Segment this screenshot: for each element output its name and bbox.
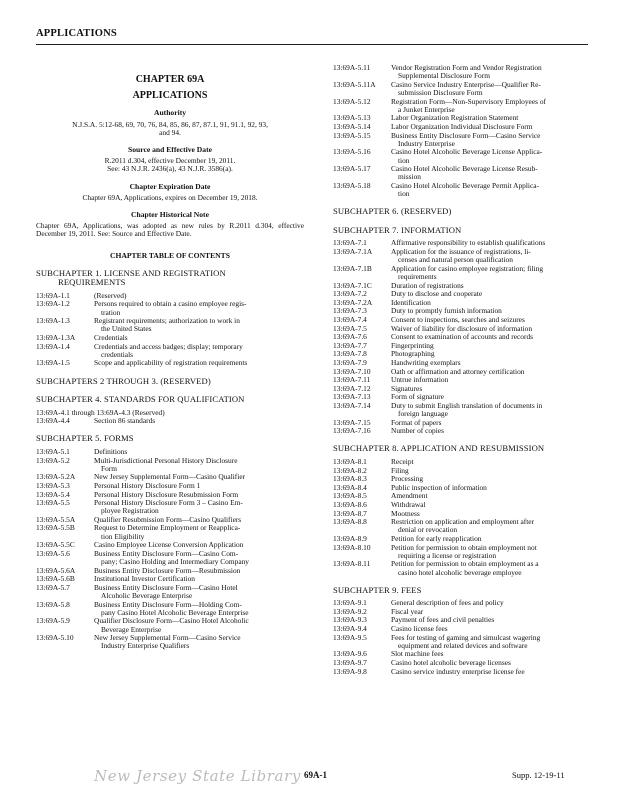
- section-title: [94, 499, 304, 515]
- section-title-line: Multi-Jurisdictional Personal History Disclosure: [94, 455, 238, 465]
- section-title-line: Industry Enterprise: [398, 138, 455, 148]
- section-number: 13:69A-5.4: [36, 489, 70, 499]
- subchapter-title: SUBCHAPTER 1. LICENSE AND REGISTRATION: [36, 267, 226, 278]
- toc-entry: [36, 334, 304, 342]
- section-title-line: Withdrawal: [391, 499, 426, 509]
- section-title-line: mission: [398, 172, 421, 182]
- section-number: 13:69A-7.2A: [333, 297, 373, 307]
- toc-entry: [333, 544, 598, 560]
- section-number: 13:69A-8.11: [333, 559, 371, 569]
- section-number: 13:69A-9.6: [333, 649, 367, 659]
- section-title: [94, 300, 304, 316]
- toc-entry: [36, 448, 304, 456]
- section-title-line: requiring a license or registration: [398, 550, 497, 560]
- toc-entry: [36, 417, 304, 425]
- section-title: [94, 359, 304, 367]
- section-number: 13:69A-7.1C: [333, 280, 372, 290]
- section-title-line: Fiscal year: [391, 606, 424, 616]
- section-number: 13:69A-5.12: [333, 96, 371, 106]
- section-title-line: Labor Organization Individual Disclosure Form: [391, 121, 533, 131]
- section-number: 13:69A-5.8: [36, 599, 70, 609]
- section-title-line: Request to Determine Employment or Reapplica-: [94, 523, 241, 533]
- source-line-1: R.2011 d.304, effective December 19, 2011.: [104, 156, 236, 166]
- toc-entry: [333, 376, 598, 384]
- section-title-line: Qualifier Resubmission Form—Casino Qualifiers: [94, 514, 242, 524]
- section-number: 13:69A-1.3: [36, 316, 70, 326]
- subchapter-heading: SUBCHAPTER 5. FORMS: [36, 433, 134, 444]
- section-number: 13:69A-5.5A: [36, 514, 76, 524]
- section-number: 13:69A-4.4: [36, 416, 70, 426]
- section-title: [94, 448, 304, 456]
- section-title-line: Business Entity Disclosure Form—Holding Com-: [94, 599, 242, 609]
- toc-entry: [36, 524, 304, 540]
- section-title: [391, 316, 598, 324]
- toc-range-entry: 13:69A-4.1 through 13:69A-4.3 (Reserved): [36, 407, 165, 417]
- section-number: 13:69A-9.1: [333, 598, 367, 608]
- toc-entry: [333, 316, 598, 324]
- section-title: [391, 148, 598, 164]
- section-title: [391, 535, 598, 543]
- section-title: [391, 248, 598, 264]
- section-title: [391, 659, 598, 667]
- section-number: 13:69A-1.1: [36, 290, 70, 300]
- section-title-line: New Jersey Supplemental Form—Casino Qualifier: [94, 472, 246, 482]
- section-title-line: Amendment: [391, 491, 428, 501]
- section-number: 13:69A-7.10: [333, 366, 371, 376]
- section-number: 13:69A-9.3: [333, 615, 367, 625]
- section-title-line: Casino hotel alcoholic beverage licenses: [391, 657, 511, 667]
- section-number: 13:69A-5.6: [36, 548, 70, 558]
- section-title-line: Labor Organization Registration Statement: [391, 113, 519, 123]
- section-number: 13:69A-7.7: [333, 340, 367, 350]
- section-title: [94, 524, 304, 540]
- section-title: [391, 64, 598, 80]
- section-number: 13:69A-8.8: [333, 517, 367, 527]
- section-title-line: Restriction on application and employment after: [391, 517, 535, 527]
- toc-entry: [333, 359, 598, 367]
- toc-entry: [36, 499, 304, 515]
- section-title: [391, 182, 598, 198]
- section-number: 13:69A-5.10: [36, 633, 74, 643]
- section-title: [94, 617, 304, 633]
- history-text: Chapter 69A, Applications, was adopted as new rules by R.2011 d.304, effective December 19, 2011. See: Source and Effective Date.: [36, 221, 304, 239]
- toc-list: [333, 458, 598, 577]
- section-number: 13:69A-8.7: [333, 508, 367, 518]
- section-number: 13:69A-7.1A: [333, 246, 373, 256]
- left-column: [36, 64, 304, 651]
- section-title-line: Casino Hotel Alcoholic Beverage Permit Applica-: [391, 180, 539, 190]
- section-title-line: Consent to examination of accounts and records: [391, 332, 534, 342]
- section-title: [391, 501, 598, 509]
- section-title-line: Personal History Disclosure Form 1: [94, 480, 201, 490]
- toc-entry: [36, 457, 304, 473]
- section-title: [391, 518, 598, 534]
- section-title-line: Fees for testing of gaming and simulcast wagering: [391, 632, 541, 642]
- section-title-line: (Reserved): [94, 290, 127, 300]
- section-title-line: the United States: [101, 324, 152, 334]
- section-number: 13:69A-5.18: [333, 180, 371, 190]
- toc-entry: [333, 182, 598, 198]
- section-number: 13:69A-5.6A: [36, 565, 76, 575]
- section-number: 13:69A-1.2: [36, 299, 70, 309]
- section-title: [94, 343, 304, 359]
- subchapter-heading: SUBCHAPTER 9. FEES: [333, 584, 422, 595]
- toc-entry: [333, 668, 598, 676]
- section-title: [94, 550, 304, 566]
- toc-entry: [333, 467, 598, 475]
- section-title: [94, 417, 304, 425]
- section-title-line: Casino service industry enterprise license fee: [391, 666, 525, 676]
- section-title-line: Casino license fees: [391, 624, 448, 633]
- section-title-line: Scope and applicability of registration requirements: [94, 358, 248, 368]
- toc-entry: [36, 617, 304, 633]
- section-number: 13:69A-7.4: [333, 314, 367, 324]
- toc-entry: [333, 501, 598, 509]
- section-number: 13:69A-7.12: [333, 383, 371, 393]
- section-title-line: Processing: [391, 474, 424, 484]
- section-title-line: Filing: [391, 465, 409, 475]
- section-number: 13:69A-1.3A: [36, 333, 76, 343]
- toc-entry: [333, 165, 598, 181]
- section-number: 13:69A-5.6B: [36, 574, 75, 584]
- toc-entry: [333, 518, 598, 534]
- section-title: [391, 625, 598, 633]
- section-title-line: Handwriting exemplars: [391, 357, 461, 367]
- section-number: 13:69A-5.11A: [333, 79, 376, 89]
- section-title-line: Identification: [391, 297, 431, 307]
- section-number: 13:69A-8.1: [333, 456, 367, 466]
- section-title: [391, 634, 598, 650]
- toc-entry: [333, 458, 598, 466]
- subchapter-heading: [36, 269, 304, 288]
- toc-entry: [36, 343, 304, 359]
- section-title-line: Credentials: [94, 333, 128, 343]
- section-title-line: Alcoholic Beverage Enterprise: [101, 591, 193, 601]
- section-title-line: submission Disclosure Form: [398, 88, 483, 97]
- section-number: 13:69A-8.2: [333, 465, 367, 475]
- toc-entry: [333, 535, 598, 543]
- toc-entry: [36, 359, 304, 367]
- section-number: 13:69A-7.1: [333, 238, 367, 248]
- section-title: [391, 376, 598, 384]
- section-title-line: Duty to promptly furnish information: [391, 306, 502, 316]
- subchapter-heading: SUBCHAPTER 8. APPLICATION AND RESUBMISSION: [333, 443, 545, 454]
- section-title-line: tion: [398, 189, 410, 199]
- section-number: 13:69A-9.8: [333, 666, 367, 676]
- toc-entry: [333, 599, 598, 607]
- section-number: 13:69A-5.16: [333, 147, 371, 157]
- section-number: 13:69A-7.5: [333, 323, 367, 333]
- section-title: [94, 482, 304, 490]
- section-title-line: Personal History Disclosure Form 3 – Casino Em-: [94, 498, 243, 508]
- section-title-line: Number of copies: [391, 426, 444, 436]
- section-number: 13:69A-5.11: [333, 63, 371, 72]
- section-title-line: Receipt: [391, 456, 414, 466]
- section-title-line: Mootness: [391, 508, 420, 518]
- section-number: 13:69A-5.3: [36, 480, 70, 490]
- section-title: [391, 359, 598, 367]
- toc-list: [333, 239, 598, 435]
- toc-entry: [36, 482, 304, 490]
- section-title-line: Supplemental Disclosure Form: [398, 71, 490, 81]
- section-title-line: Payment of fees and civil penalties: [391, 615, 495, 625]
- toc-entry: [333, 350, 598, 358]
- section-title-line: Petition for early reapplication: [391, 533, 482, 543]
- section-title: [391, 402, 598, 418]
- section-title-line: Business Entity Disclosure Form—Resubmission: [94, 565, 241, 575]
- toc-entry: [333, 64, 598, 80]
- toc-entry: [333, 402, 598, 418]
- section-title: [391, 458, 598, 466]
- section-title: [391, 427, 598, 435]
- expiration-heading: Chapter Expiration Date: [129, 181, 211, 191]
- section-number: 13:69A-5.2: [36, 455, 70, 465]
- toc-entry: [333, 385, 598, 393]
- section-title-line: New Jersey Supplemental Form—Casino Service: [94, 633, 241, 643]
- toc-entry: [333, 132, 598, 148]
- section-title-line: ployee Registration: [101, 506, 159, 516]
- toc-entry: [333, 148, 598, 164]
- section-title-line: credentials: [101, 349, 134, 359]
- section-title-line: tion: [398, 155, 410, 165]
- toc-entry: [333, 560, 598, 576]
- section-title-line: Persons required to obtain a casino employee regis-: [94, 299, 247, 309]
- section-title: [94, 584, 304, 600]
- section-title-line: Definitions: [94, 446, 128, 456]
- section-number: 13:69A-1.4: [36, 341, 70, 351]
- toc-entry: [36, 634, 304, 650]
- section-title-line: Casino Hotel Alcoholic Beverage License Resub-: [391, 164, 538, 174]
- section-number: 13:69A-5.5B: [36, 523, 75, 533]
- toc-entry: [333, 333, 598, 341]
- chapter-number: CHAPTER 69A: [135, 74, 205, 85]
- toc-entry: [333, 659, 598, 667]
- section-title-line: Duty to disclose and cooperate: [391, 289, 483, 299]
- section-number: 13:69A-9.7: [333, 657, 367, 667]
- subchapter-heading: SUBCHAPTER 6. (RESERVED): [333, 206, 452, 217]
- section-number: 13:69A-5.17: [333, 164, 371, 174]
- section-title-line: Business Entity Disclosure Form—Casino Com-: [94, 548, 239, 558]
- toc-entry: [333, 98, 598, 114]
- section-number: 13:69A-5.2A: [36, 472, 76, 482]
- section-number: 13:69A-7.2: [333, 289, 367, 299]
- section-title-line: Duty to submit English translation of documents in: [391, 400, 543, 410]
- toc-heading: CHAPTER TABLE OF CONTENTS: [110, 250, 230, 260]
- toc-entry: [333, 342, 598, 350]
- section-number: 13:69A-7.9: [333, 357, 367, 367]
- section-title-line: Duration of registrations: [391, 280, 464, 290]
- section-number: 13:69A-7.8: [333, 349, 367, 359]
- section-title-line: Consent to inspections, searches and seizures: [391, 314, 525, 324]
- toc-entry: [333, 248, 598, 264]
- section-title-line: Photographing: [391, 349, 435, 359]
- page-number: 69A-1: [304, 770, 327, 780]
- section-title-line: pany; Casino Holding and Intermediary Company: [101, 557, 249, 567]
- toc-entry: [333, 484, 598, 492]
- section-title: [391, 98, 598, 114]
- toc-list: [333, 64, 598, 198]
- section-number: 13:69A-8.3: [333, 474, 367, 484]
- section-number: 13:69A-5.5: [36, 498, 70, 508]
- toc-entry: [333, 427, 598, 435]
- section-title: [391, 544, 598, 560]
- section-title: [391, 265, 598, 281]
- section-title-line: Qualifier Disclosure Form—Casino Hotel Alcoholic: [94, 616, 249, 626]
- supplement-date: Supp. 12-19-11: [512, 770, 565, 780]
- toc-entry: [333, 419, 598, 427]
- section-title-line: Industry Enterprise Qualifiers: [101, 641, 190, 651]
- section-title-line: Vendor Registration Form and Vendor Registration: [391, 63, 542, 72]
- section-title: [391, 132, 598, 148]
- section-number: 13:69A-5.13: [333, 113, 371, 123]
- section-number: 13:69A-1.5: [36, 358, 70, 368]
- section-title: [94, 334, 304, 342]
- section-number: 13:69A-7.3: [333, 306, 367, 316]
- section-number: 13:69A-7.13: [333, 392, 371, 402]
- section-number: 13:69A-5.9: [36, 616, 70, 626]
- section-title-line: Personal History Disclosure Resubmission Form: [94, 489, 239, 499]
- section-title-line: Application for the issuance of registrations, li-: [391, 246, 531, 256]
- section-title-line: Credentials and access badges; display; temporary: [94, 341, 243, 351]
- section-title-line: Casino Hotel Alcoholic Beverage License Applica-: [391, 147, 543, 157]
- section-title: [391, 123, 598, 131]
- toc-entry: [333, 492, 598, 500]
- toc-entry: [36, 300, 304, 316]
- section-number: 13:69A-5.7: [36, 582, 70, 592]
- section-title-line: Section 86 standards: [94, 416, 156, 426]
- section-title-line: Fingerprinting: [391, 340, 434, 350]
- subchapter-heading: SUBCHAPTER 4. STANDARDS FOR QUALIFICATION: [36, 394, 245, 405]
- section-number: 13:69A-5.1: [36, 446, 70, 456]
- section-title-line: censes and natural person qualification: [398, 255, 513, 265]
- section-title-line: pany Casino Hotel Alcoholic Beverage Enterprise: [101, 607, 249, 617]
- toc-entry: [333, 123, 598, 131]
- subchapter-heading: SUBCHAPTERS 2 THROUGH 3. (RESERVED): [36, 375, 211, 386]
- toc-list: [333, 599, 598, 676]
- expiration-text: Chapter 69A, Applications, expires on December 19, 2018.: [82, 192, 258, 202]
- toc-list: [36, 448, 304, 651]
- subchapter-heading: SUBCHAPTER 7. INFORMATION: [333, 224, 462, 235]
- section-number: 13:69A-8.5: [333, 491, 367, 501]
- toc-entry: [36, 601, 304, 617]
- toc-entry: [333, 81, 598, 97]
- section-title: [391, 668, 598, 676]
- toc-entry: [333, 368, 598, 376]
- section-title: [94, 317, 304, 333]
- section-title-line: tion Eligibility: [101, 531, 145, 541]
- toc-list: [36, 417, 304, 425]
- section-number: 13:69A-9.5: [333, 632, 367, 642]
- section-title-line: Form: [101, 463, 118, 473]
- section-number: 13:69A-5.14: [333, 121, 371, 131]
- section-number: 13:69A-7.1B: [333, 263, 372, 273]
- section-title: [391, 165, 598, 181]
- authority-heading: Authority: [153, 108, 187, 118]
- toc-entry: [36, 317, 304, 333]
- section-title-line: Business Entity Disclosure Form—Casino Hotel: [94, 582, 238, 592]
- section-title-line: Business Entity Disclosure Form—Casino Service: [391, 130, 541, 140]
- section-number: 13:69A-8.10: [333, 542, 371, 552]
- toc-list: [36, 292, 304, 368]
- section-title-line: Affirmative responsibility to establish qualifications: [391, 238, 546, 248]
- section-number: 13:69A-7.14: [333, 400, 371, 410]
- section-number: 13:69A-8.6: [333, 499, 367, 509]
- toc-entry: [333, 625, 598, 633]
- section-number: 13:69A-7.16: [333, 426, 371, 436]
- right-column: [333, 64, 598, 676]
- section-number: 13:69A-7.15: [333, 417, 371, 427]
- toc-entry: [36, 550, 304, 566]
- section-title-line: equipment and related devices and software: [398, 640, 528, 650]
- section-number: 13:69A-5.5C: [36, 540, 75, 550]
- subchapter-title-cont: REQUIREMENTS: [58, 277, 126, 288]
- section-title-line: Signatures: [391, 383, 423, 393]
- toc-entry: [333, 265, 598, 281]
- section-title-line: Casino Employee License Conversion Application: [94, 540, 244, 550]
- section-number: 13:69A-7.11: [333, 375, 371, 385]
- section-title-line: Application for casino employee registration; filing: [391, 263, 544, 273]
- section-title: [94, 457, 304, 473]
- section-title-line: Oath or affirmation and attorney certification: [391, 366, 525, 376]
- section-title: [391, 560, 598, 576]
- section-title-line: Waiver of liability for disclosure of information: [391, 323, 533, 333]
- section-title-line: General description of fees and policy: [391, 598, 504, 608]
- source-line-2: See: 43 N.J.R. 2436(a), 43 N.J.R. 3586(a).: [107, 164, 233, 174]
- section-title-line: tration: [101, 307, 121, 317]
- section-title: [94, 634, 304, 650]
- section-title-line: Untrue information: [391, 375, 449, 385]
- history-heading: Chapter Historical Note: [131, 210, 209, 220]
- section-title-line: Form of signature: [391, 392, 444, 402]
- section-title-line: foreign language: [398, 409, 448, 419]
- section-title-line: Slot machine fees: [391, 649, 444, 659]
- section-title-line: Petition for permission to obtain employment as a: [391, 559, 539, 569]
- toc-entry: [333, 616, 598, 624]
- section-title-line: Public inspection of information: [391, 482, 487, 492]
- section-title-line: Format of papers: [391, 417, 442, 427]
- section-title-line: Petition for permission to obtain employment not: [391, 542, 537, 552]
- source-heading: Source and Effective Date: [127, 145, 212, 155]
- library-watermark: New Jersey State Library: [94, 767, 301, 785]
- section-number: 13:69A-8.4: [333, 482, 367, 492]
- section-number: 13:69A-8.9: [333, 533, 367, 543]
- toc-entry: [333, 290, 598, 298]
- section-number: 13:69A-9.2: [333, 606, 367, 616]
- section-title-line: Registration Form—Non-Supervisory Employees of: [391, 96, 546, 106]
- section-title-line: a Junket Enterprise: [398, 104, 455, 114]
- running-header: APPLICATIONS: [36, 28, 117, 39]
- section-title: [391, 81, 598, 97]
- section-title-line: requirements: [398, 271, 437, 281]
- section-title-line: denial or revocation: [398, 525, 458, 535]
- section-title-line: casino hotel alcoholic beverage employee: [398, 567, 522, 577]
- section-number: 13:69A-9.4: [333, 624, 367, 633]
- section-title-line: Casino Service Industry Enterprise—Qualifier Re-: [391, 79, 541, 89]
- section-number: 13:69A-5.15: [333, 130, 371, 140]
- authority-text: N.J.S.A. 5:12-68, 69, 70, 76, 84, 85, 86, 87, 87.1, 91, 91.1, 92, 93, and 94.: [72, 119, 268, 137]
- section-title-line: Institutional Investor Certification: [94, 574, 195, 584]
- section-number: 13:69A-7.6: [333, 332, 367, 342]
- section-title-line: Registrant requirements; authorization to work in: [94, 316, 240, 326]
- section-title: [94, 601, 304, 617]
- header-rule: [36, 44, 588, 45]
- toc-entry: [36, 584, 304, 600]
- chapter-name: APPLICATIONS: [132, 90, 208, 102]
- toc-entry: [333, 634, 598, 650]
- section-title-line: Beverage Enterprise: [101, 624, 162, 634]
